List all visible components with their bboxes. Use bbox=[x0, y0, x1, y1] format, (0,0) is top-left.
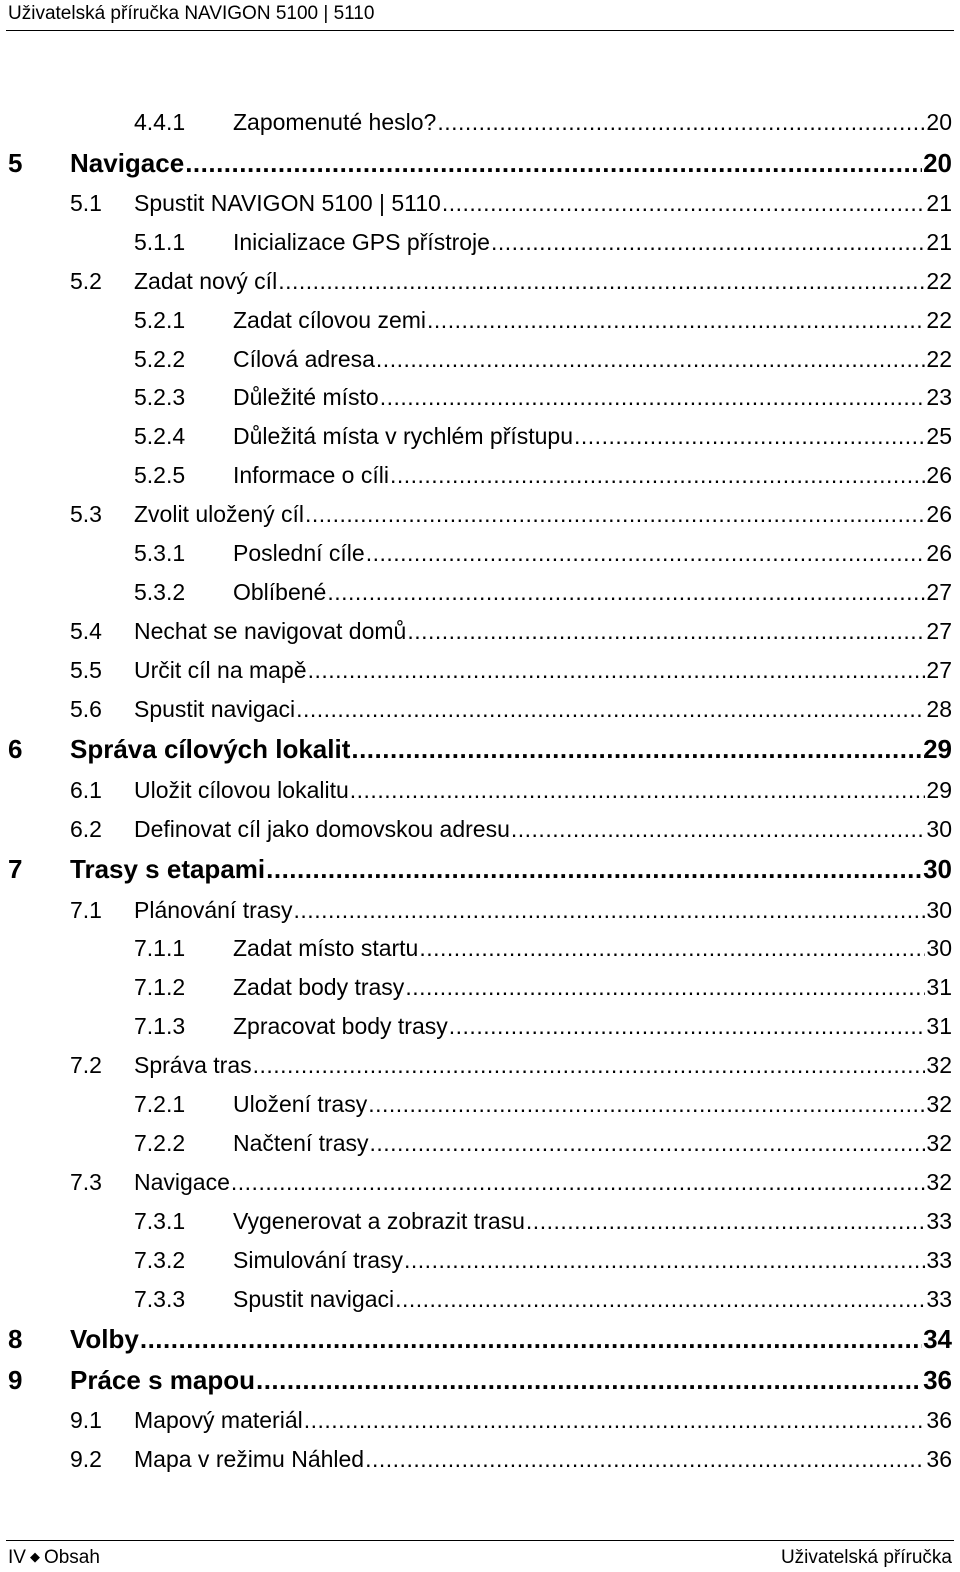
toc-dot-leader bbox=[449, 1012, 926, 1040]
toc-entry-title: Spustit NAVIGON 5100 | 5110 bbox=[134, 190, 441, 216]
toc-dot-leader bbox=[365, 1445, 925, 1473]
toc-entry-number: 5.4 bbox=[70, 618, 102, 644]
toc-entry-number: 7 bbox=[8, 854, 23, 884]
toc-dot-leader bbox=[266, 855, 922, 883]
toc-entry-title: Vygenerovat a zobrazit trasu bbox=[233, 1208, 525, 1234]
toc-dot-leader bbox=[404, 1246, 925, 1274]
toc-entry-level-2[interactable] bbox=[70, 1445, 952, 1473]
toc-dot-leader bbox=[350, 776, 926, 804]
toc-entry-title: Oblíbené bbox=[233, 579, 327, 605]
toc-entry-level-3[interactable] bbox=[134, 228, 952, 256]
toc-entry-level-2[interactable] bbox=[70, 1168, 952, 1196]
toc-entry-page: 33 bbox=[926, 1208, 952, 1234]
toc-entry-title: Nechat se navigovat domů bbox=[134, 618, 407, 644]
toc-dot-leader bbox=[442, 189, 926, 217]
toc-dot-leader bbox=[327, 578, 925, 606]
toc-entry-title: Mapový materiál bbox=[134, 1407, 303, 1433]
toc-entry-level-2[interactable] bbox=[70, 656, 952, 684]
toc-entry-title: Cílová adresa bbox=[233, 346, 375, 372]
toc-entry-page: 30 bbox=[926, 816, 952, 842]
toc-entry-number: 7.3 bbox=[70, 1169, 102, 1195]
toc-entry-page: 28 bbox=[926, 696, 952, 722]
footer-page-number: IV bbox=[8, 1547, 26, 1568]
toc-entry-page: 29 bbox=[926, 777, 952, 803]
toc-dot-leader bbox=[370, 1129, 926, 1157]
toc-dot-leader bbox=[380, 383, 926, 411]
toc-entry-page: 20 bbox=[926, 109, 952, 135]
toc-dot-leader bbox=[437, 108, 925, 136]
toc-entry-title: Navigace bbox=[134, 1169, 230, 1195]
toc-entry-number: 8 bbox=[8, 1324, 23, 1354]
toc-entry-level-2[interactable] bbox=[70, 500, 952, 528]
toc-entry-page: 30 bbox=[923, 854, 952, 884]
toc-entry-level-2[interactable] bbox=[70, 189, 952, 217]
toc-dot-leader bbox=[140, 1325, 922, 1353]
toc-entry-level-3[interactable] bbox=[134, 1012, 952, 1040]
toc-dot-leader bbox=[185, 149, 922, 177]
toc-entry-number: 7.2.2 bbox=[134, 1130, 186, 1156]
toc-entry-level-1[interactable] bbox=[8, 855, 952, 883]
toc-entry-level-2[interactable] bbox=[70, 896, 952, 924]
toc-entry-title: Inicializace GPS přístroje bbox=[233, 229, 490, 255]
toc-dot-leader bbox=[407, 617, 925, 645]
toc-entry-number: 5.1.1 bbox=[134, 229, 186, 255]
toc-entry-title: Zadat místo startu bbox=[233, 935, 419, 961]
page-footer bbox=[6, 1540, 954, 1572]
toc-entry-page: 21 bbox=[926, 190, 952, 216]
toc-entry-title: Důležité místo bbox=[233, 384, 379, 410]
toc-entry-level-2[interactable] bbox=[70, 695, 952, 723]
toc-entry-number: 9 bbox=[8, 1365, 23, 1395]
toc-entry-level-3[interactable] bbox=[134, 1129, 952, 1157]
toc-dot-leader bbox=[526, 1207, 925, 1235]
toc-entry-page: 31 bbox=[926, 974, 952, 1000]
toc-entry-number: 7.2 bbox=[70, 1052, 102, 1078]
toc-entry-number: 7.2.1 bbox=[134, 1091, 186, 1117]
toc-entry-page: 33 bbox=[926, 1286, 952, 1312]
toc-entry-page: 22 bbox=[926, 268, 952, 294]
toc-dot-leader bbox=[395, 1285, 925, 1313]
toc-entry-page: 27 bbox=[926, 579, 952, 605]
toc-entry-number: 5.2.4 bbox=[134, 423, 186, 449]
toc-entry-title: Informace o cíli bbox=[233, 462, 389, 488]
toc-dot-leader bbox=[308, 656, 926, 684]
toc-entry-title: Načtení trasy bbox=[233, 1130, 369, 1156]
toc-entry-page: 30 bbox=[926, 935, 952, 961]
toc-entry-title: Poslední cíle bbox=[233, 540, 365, 566]
toc-entry-number: 7.3.3 bbox=[134, 1286, 186, 1312]
toc-entry-page: 34 bbox=[923, 1324, 952, 1354]
toc-entry-level-3[interactable] bbox=[134, 934, 952, 962]
toc-entry-title: Správa cílových lokalit bbox=[70, 734, 351, 764]
toc-entry-level-2[interactable] bbox=[70, 267, 952, 295]
toc-entry-number: 5.3 bbox=[70, 501, 102, 527]
toc-entry-level-1[interactable] bbox=[8, 1325, 952, 1353]
toc-entry-page: 36 bbox=[923, 1365, 952, 1395]
toc-entry-page: 33 bbox=[926, 1247, 952, 1273]
toc-entry-page: 27 bbox=[926, 657, 952, 683]
toc-entry-title: Zapomenuté heslo? bbox=[233, 109, 437, 135]
toc-entry-page: 36 bbox=[926, 1446, 952, 1472]
toc-entry-title: Spustit navigaci bbox=[233, 1286, 395, 1312]
toc-entry-level-3[interactable] bbox=[134, 539, 952, 567]
toc-entry-page: 26 bbox=[926, 501, 952, 527]
toc-entry-number: 9.2 bbox=[70, 1446, 102, 1472]
toc-entry-number: 6 bbox=[8, 734, 23, 764]
toc-entry-level-2[interactable] bbox=[70, 776, 952, 804]
toc-entry-title: Zadat nový cíl bbox=[134, 268, 278, 294]
toc-dot-leader bbox=[304, 1406, 926, 1434]
toc-entry-number: 5.2 bbox=[70, 268, 102, 294]
toc-entry-level-3[interactable] bbox=[134, 973, 952, 1001]
toc-entry-title: Uložení trasy bbox=[233, 1091, 368, 1117]
footer-document-name: Uživatelská příručka bbox=[780, 1547, 952, 1568]
toc-entry-title: Navigace bbox=[70, 148, 185, 178]
toc-entry-level-3[interactable] bbox=[134, 461, 952, 489]
toc-entry-number: 7.1.3 bbox=[134, 1013, 186, 1039]
footer-left bbox=[8, 1547, 100, 1569]
toc-entry-page: 23 bbox=[926, 384, 952, 410]
toc-entry-page: 26 bbox=[926, 462, 952, 488]
toc-entry-number: 4.4.1 bbox=[134, 109, 186, 135]
header-title: Uživatelská příručka NAVIGON 5100 | 5110 bbox=[8, 3, 375, 24]
toc-entry-page: 32 bbox=[926, 1130, 952, 1156]
toc-entry-number: 7.1.2 bbox=[134, 974, 186, 1000]
toc-entry-level-3[interactable] bbox=[134, 422, 952, 450]
toc-entry-level-2[interactable] bbox=[70, 1406, 952, 1434]
toc-dot-leader bbox=[511, 815, 926, 843]
toc-entry-level-3[interactable] bbox=[134, 1285, 952, 1313]
toc-dot-leader bbox=[294, 896, 926, 924]
toc-entry-title: Zadat body trasy bbox=[233, 974, 405, 1000]
toc-entry-number: 5.1 bbox=[70, 190, 102, 216]
toc-entry-level-3[interactable] bbox=[134, 578, 952, 606]
toc-entry-page: 25 bbox=[926, 423, 952, 449]
footer-section: Obsah bbox=[43, 1547, 100, 1568]
toc-entry-title: Správa tras bbox=[134, 1052, 252, 1078]
toc-entry-number: 7.1.1 bbox=[134, 935, 186, 961]
toc-entry-page: 30 bbox=[926, 897, 952, 923]
toc-entry-title: Zadat cílovou zemi bbox=[233, 307, 427, 333]
toc-dot-leader bbox=[405, 973, 925, 1001]
toc-entry-level-3[interactable] bbox=[134, 1207, 952, 1235]
toc-entry-page: 31 bbox=[926, 1013, 952, 1039]
toc-dot-leader bbox=[376, 345, 925, 373]
toc-dot-leader bbox=[351, 735, 922, 763]
toc-dot-leader bbox=[305, 500, 925, 528]
toc-entry-title: Zvolit uložený cíl bbox=[134, 501, 305, 527]
toc-entry-number: 5.3.1 bbox=[134, 540, 186, 566]
toc-dot-leader bbox=[491, 228, 925, 256]
toc-entry-number: 7.3.1 bbox=[134, 1208, 186, 1234]
toc-dot-leader bbox=[256, 1366, 922, 1394]
toc-entry-title: Zpracovat body trasy bbox=[233, 1013, 448, 1039]
toc-entry-level-1[interactable] bbox=[8, 735, 952, 763]
toc-entry-level-3[interactable] bbox=[134, 383, 952, 411]
toc-entry-page: 22 bbox=[926, 307, 952, 333]
toc-dot-leader bbox=[574, 422, 925, 450]
toc-dot-leader bbox=[368, 1090, 925, 1118]
toc-entry-title: Plánování trasy bbox=[134, 897, 293, 923]
toc-entry-level-3[interactable] bbox=[134, 1246, 952, 1274]
toc-entry-title: Uložit cílovou lokalitu bbox=[134, 777, 349, 803]
toc-entry-title: Spustit navigaci bbox=[134, 696, 296, 722]
toc-entry-level-3[interactable] bbox=[134, 345, 952, 373]
toc-entry-level-3[interactable] bbox=[134, 306, 952, 334]
toc-entry-number: 5.6 bbox=[70, 696, 102, 722]
toc-entry-level-2[interactable] bbox=[70, 815, 952, 843]
toc-entry-title: Důležitá místa v rychlém přístupu bbox=[233, 423, 574, 449]
toc-entry-page: 26 bbox=[926, 540, 952, 566]
toc-dot-leader bbox=[390, 461, 925, 489]
toc-dot-leader bbox=[296, 695, 925, 723]
toc-entry-title: Simulování trasy bbox=[233, 1247, 404, 1273]
toc-entry-number: 7.3.2 bbox=[134, 1247, 186, 1273]
toc-entry-number: 6.1 bbox=[70, 777, 102, 803]
toc-dot-leader bbox=[427, 306, 925, 334]
toc-entry-number: 5 bbox=[8, 148, 23, 178]
toc-entry-page: 32 bbox=[926, 1091, 952, 1117]
toc-entry-title: Definovat cíl jako domovskou adresu bbox=[134, 816, 510, 842]
toc-entry-number: 5.2.1 bbox=[134, 307, 186, 333]
toc-entry-page: 20 bbox=[923, 148, 952, 178]
toc-entry-page: 32 bbox=[926, 1169, 952, 1195]
toc-entry-level-1[interactable] bbox=[8, 1366, 952, 1394]
toc-dot-leader bbox=[231, 1168, 926, 1196]
toc-entry-level-3[interactable] bbox=[134, 1090, 952, 1118]
toc-entry-number: 5.3.2 bbox=[134, 579, 186, 605]
toc-entry-level-1[interactable] bbox=[8, 149, 952, 177]
toc-entry-level-2[interactable] bbox=[70, 1051, 952, 1079]
toc-dot-leader bbox=[419, 934, 925, 962]
toc-dot-leader bbox=[278, 267, 925, 295]
diamond-icon: ◆ bbox=[29, 1549, 40, 1564]
toc-entry-level-3[interactable] bbox=[134, 108, 952, 136]
toc-entry-page: 21 bbox=[926, 229, 952, 255]
toc-dot-leader bbox=[253, 1051, 926, 1079]
toc-entry-page: 32 bbox=[926, 1052, 952, 1078]
toc-entry-title: Trasy s etapami bbox=[70, 854, 266, 884]
toc-entry-number: 5.2.2 bbox=[134, 346, 186, 372]
toc-entry-title: Práce s mapou bbox=[70, 1365, 255, 1395]
toc-entry-number: 5.2.3 bbox=[134, 384, 186, 410]
toc-entry-page: 27 bbox=[926, 618, 952, 644]
toc-entry-level-2[interactable] bbox=[70, 617, 952, 645]
toc-entry-page: 36 bbox=[926, 1407, 952, 1433]
toc-entry-title: Mapa v režimu Náhled bbox=[134, 1446, 365, 1472]
toc-dot-leader bbox=[366, 539, 926, 567]
toc-entry-number: 5.2.5 bbox=[134, 462, 186, 488]
toc-entry-page: 29 bbox=[923, 734, 952, 764]
toc-entry-number: 7.1 bbox=[70, 897, 102, 923]
toc-entry-number: 5.5 bbox=[70, 657, 102, 683]
toc-entry-title: Volby bbox=[70, 1324, 139, 1354]
toc-entry-title: Určit cíl na mapě bbox=[134, 657, 307, 683]
toc-entry-page: 22 bbox=[926, 346, 952, 372]
toc-entry-number: 9.1 bbox=[70, 1407, 102, 1433]
toc-entry-number: 6.2 bbox=[70, 816, 102, 842]
